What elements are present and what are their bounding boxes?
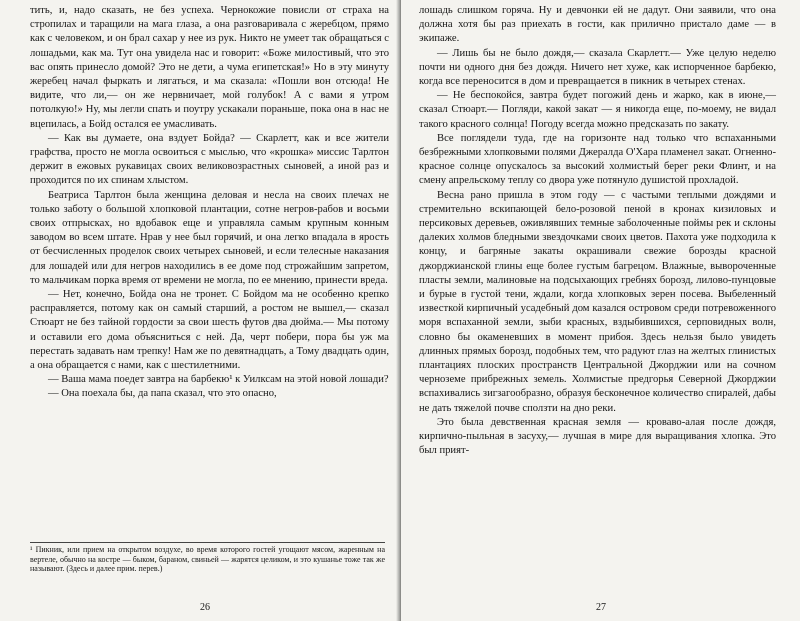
paragraph: Беатриса Тарлтон была женщина деловая и несла на своих плечах не только заботу о большой хлопковой плантации, сотне негров-рабов и восьми своих отпрысках, но вдобавок еще и управляла самым крупным конным заводом во всем штате. Нрав у нее был горячий, и она легко впадала в ярость от бесчисленных проделок своих четырех сыновей, и если телесные наказания для лошадей или для негров находились в ее доме под строжайшим запретом, то мальчикам порка время от времени не могла, по ее мнению, принести вреда. xyxy=(30,189,389,286)
paragraph: — Ваша мама поедет завтра на барбекю¹ к Уилксам на этой новой лошади? xyxy=(48,374,389,386)
paragraph: — Не беспокойся, завтра будет погожий день и жарко, как в июне,— сказал Стюарт.— Погляди, какой закат — я никогда еще, по-моему, не видал такого красного солнца! Погоду всегда можно предсказать по закату. xyxy=(419,90,776,130)
right-page xyxy=(401,0,800,621)
left-page-text xyxy=(30,4,389,402)
page-number: 27 xyxy=(596,602,606,613)
left-page xyxy=(0,0,399,621)
paragraph: — Лишь бы не было дождя,— сказала Скарлетт.— Уже целую неделю почти ни одного дня без дождя. Ничего нет хуже, как испорченное барбекю, когда все переносится в дом и превращается в пикник в четырех стенах. xyxy=(419,47,776,88)
paragraph: лошадь слишком горяча. Ну и девчонки ей не дадут. Они заявили, что она должна хотя бы раз приехать в гости, как прилично пристало даме — в экипаже. xyxy=(419,5,776,45)
right-page-text xyxy=(419,4,776,459)
page-number: 26 xyxy=(200,602,210,613)
paragraph: Все поглядели туда, где на горизонте над только что вспаханными безбрежными хлопковыми полями Джералда О'Хара пламенел закат. Огненно-красное солнце опускалось за высокий холмистый берег реки Флинт, и на смену апрельскому теплу со двора уже потянуло душистой прохладой. xyxy=(419,132,776,187)
paragraph: Весна рано пришла в этом году — с частыми теплыми дождями и стремительно вскипающей бело-розовой пеной в кронах кизиловых и персиковых деревьев, оживлявших темные заболоченные поймы рек и склоны далеких холмов бледными звездочками своих цветов. Пахота уже подходила к концу, и багряные закаты окрашивали свежие борозды красной джорджианской глины еще более густым багрецом. Влажные, вывороченные пласты земли, малиновые на подсыхающих гребнях борозд, лилово-пунцовые и бурые в густой тени, ждали, когда хлопковых зерен посева. Выбеленный известкой кирпичный усадебный дом казался островом среди потревоженного моря вспаханной земли, зыби красных, вздыбившихся, серповидных волн, словно бы окаменевших в момент прибоя. Здесь нельзя было увидеть длинных прямых борозд, подобных тем, что радуют глаз на желтых глинистых плантациях плоских пространств Центральной Джорджии или на сочном черноземе прибрежных земель. Холмистые предгорья Северной Джорджии вспахивались зигзагообразно, образуя бесконечное количество спиралей, дабы не дать тяжелой почве сползти на дно реки. xyxy=(419,189,776,414)
footnote xyxy=(30,542,385,574)
footnote-text: ¹ Пикник, или прием на открытом воздухе, во время которого гостей угощают мясом, жаренным на вертеле, обычно на костре — быком, бараном, свиньей — жарятся целиком, и это кушанье тоже так же называют. (Здесь и далее прим. перев.) xyxy=(30,545,385,574)
paragraph: — Она поехала бы, да папа сказал, что это опасно, xyxy=(48,388,277,400)
paragraph: — Как вы думаете, она вздует Бойда? — Скарлетт, как и все жители графства, просто не могла освоиться с мыслью, что «крошка» миссис Тарлтон держит в ежовых рукавицах своих великовозрастных сыновей, а иной раз и проходится по их спинам хлыстом. xyxy=(30,132,389,187)
paragraph: Это была девственная красная земля — кроваво-алая после дождя, кирпично-пыльная в засуху,— лучшая в мире для выращивания хлопка. Это был прият- xyxy=(419,416,776,457)
paragraph: тить, и, надо сказать, не без успеха. Чернокожие повисли от страха на стропилах и таращили на мага глаза, а она разговаривала с жеребцом, прямо как с человеком, и он брал сахар у нее из рук. Никто не умеет так обращаться с лошадьми, как ма. Тут она увидела нас и говорит: «Боже милостивый, что это вас опять принесло домой? Это не дети, а чума египетская!» Но в эту минуту жеребец начал фыркать и лягаться, и ма сказала: «Пошли вон отсюда! Не видите, что ли,— он же нервничает, мой голубок! А с вами я утром потолкую!» Ну, мы легли спать и поутру ускакали пораньше, пока она в нас не вцепилась, а Бойд остался ее умасливать. xyxy=(30,5,389,130)
paragraph: — Нет, конечно, Бойда она не тронет. С Бойдом ма не особенно крепко расправляется, потому как он самый старший, а ростом не вышел,— сказал Стюарт не без тайной гордости за свои шесть футов два дюйма.— Мы потому и оставили его дома объясниться с ней. Да, черт побери, пора бы уж ма перестать задавать нам трепку! Нам же по девятнадцать, а Тому двадцать один, а она обращается с нами, как с шестилетними. xyxy=(30,289,389,372)
